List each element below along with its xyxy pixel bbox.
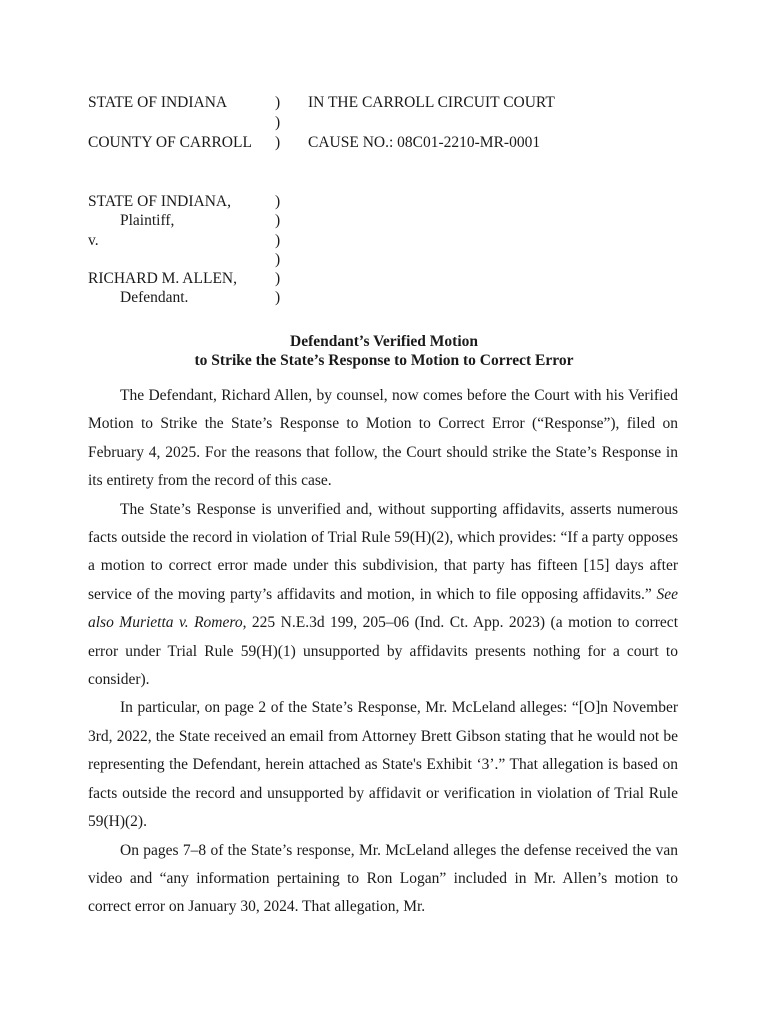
- caption-paren: ): [275, 232, 281, 249]
- versus: v.: [88, 232, 99, 249]
- defendant-role: Defendant.: [120, 289, 189, 306]
- plaintiff-name: STATE OF INDIANA,: [88, 193, 231, 210]
- paragraph-2-text: The State’s Response is unverified and, without supporting affidavits, asserts numerous facts outside the record in violation of Trial Rule 59(H)(2), which provides: “If a party opposes a motion to correct error made under this subdivision, that party has fifteen [15] days after service of the moving party’s affidavits and motion, in which to file opposing affidavits.”: [88, 500, 678, 603]
- plaintiff-role: Plaintiff,: [120, 212, 175, 229]
- motion-body: [88, 382, 678, 922]
- caption-paren: ): [275, 270, 281, 287]
- case-citation: See also Murietta v. Romero: [88, 585, 678, 632]
- motion-title-line-1: Defendant’s Verified Motion: [290, 333, 478, 350]
- caption-paren: ): [275, 251, 281, 268]
- court-name: IN THE CARROLL CIRCUIT COURT: [308, 94, 555, 111]
- caption-paren: ): [275, 114, 281, 131]
- paragraph-1: The Defendant, Richard Allen, by counsel, now comes before the Court with his Verified Motion to Strike the State’s Response to Motion to Correct Error (“Response”), filed on February 4, 2025. For the reasons that follow, the Court should strike the State’s Response in its entirety from the record of this case.: [88, 387, 678, 490]
- caption-paren: ): [275, 134, 281, 151]
- defendant-name: RICHARD M. ALLEN,: [88, 270, 237, 287]
- paragraph-3: In particular, on page 2 of the State’s Response, Mr. McLeland alleges: “[O]n November 3rd, 2022, the State received an email from Attorney Brett Gibson stating that he would not be representing the Defendant, herein attached as State's Exhibit ‘3’.” That allegation is based on facts outside the record and unsupported by affidavit or verification in violation of Trial Rule 59(H)(2).: [88, 699, 678, 831]
- state-label: STATE OF INDIANA: [88, 94, 228, 111]
- county-label: COUNTY OF CARROLL: [88, 134, 252, 151]
- paragraph-4: On pages 7–8 of the State’s response, Mr. McLeland alleges the defense received the van video and “any information pertaining to Ron Logan” included in Mr. Allen’s motion to correct error on January 30, 2024. That allegation, Mr.: [88, 841, 678, 916]
- motion-title-line-2: to Strike the State’s Response to Motion to Correct Error: [194, 352, 574, 369]
- caption-paren: ): [275, 289, 281, 306]
- caption-paren: ): [275, 212, 281, 229]
- paragraph-2-text-cont: , 225 N.E.3d 199, 205–06 (Ind. Ct. App. 2023) (a motion to correct error under Trial Rule 59(H)(1) unsupported by affidavits presents nothing for a court to consider).: [88, 614, 678, 689]
- paragraph-2: [88, 496, 678, 695]
- caption-paren: ): [275, 94, 281, 111]
- cause-number: CAUSE NO.: 08C01-2210-MR-0001: [308, 134, 541, 151]
- caption-paren: ): [275, 193, 281, 210]
